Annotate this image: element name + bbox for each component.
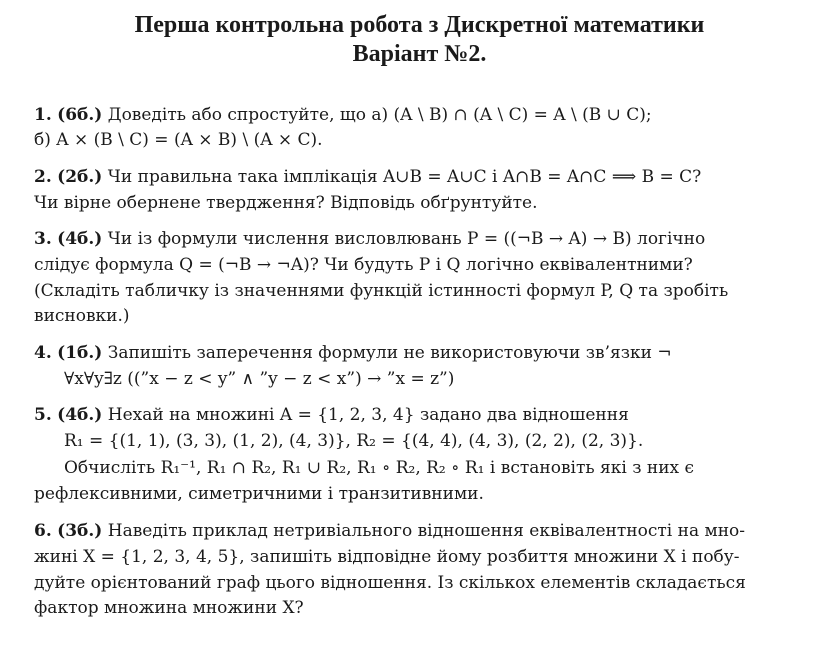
problem-1-line-2: б) A × (B \ C) = (A × B) \ (A × C). [34,130,323,150]
problem-5-line-4: рефлексивними, симетричними і транзитивними. [34,484,484,504]
problem-points: (6б.) [57,105,103,125]
problem-text: Запишіть заперечення формули не використовуючи зв’язки ¬ [107,343,672,363]
problem-text: Доведіть або спростуйте, що а) (A \ B) ∩ (A \ C) = A \ (B ∪ C); [107,105,652,125]
problem-3-line-1 [34,228,705,250]
problem-number: 1. [34,105,52,125]
problem-5-line-3: Обчисліть R₁⁻¹, R₁ ∩ R₂, R₁ ∪ R₂, R₁ ∘ R₂, R₂ ∘ R₁ і встановіть які з них є [64,458,695,478]
problem-number: 4. [34,343,52,363]
problem-text: Нехай на множині A = {1, 2, 3, 4} задано два відношення [107,405,629,425]
problem-6-line-2: жині X = {1, 2, 3, 4, 5}, запишіть відповідне йому розбиття множини X і побу- [34,547,740,567]
problem-points: (1б.) [57,343,103,363]
problem-4-formula: ∀x∀y∃z ((”x − z < y” ∧ ”y − z < x”) → ”x = z”) [64,369,455,389]
problem-5-relations: R₁ = {(1, 1), (3, 3), (1, 2), (4, 3)}, R₂ = {(4, 4), (4, 3), (2, 2), (2, 3)}. [64,431,644,451]
variant-title: Варіант №2. [352,41,487,67]
problem-points: (4б.) [57,229,103,249]
problem-3-line-2: слідує формула Q = (¬B → ¬A)? Чи будуть P і Q логічно еквівалентними? [34,255,693,275]
problem-6-line-4: фактор множина множини X? [34,598,304,618]
problem-6-line-3: дуйте орієнтований граф цього відношення. Із скількох елементів складається [34,573,746,593]
problem-3-line-4: висновки.) [34,306,130,326]
problem-6-line-1 [34,520,745,542]
problem-5-line-1 [34,404,629,426]
problem-points: (4б.) [57,405,103,425]
problem-number: 6. [34,521,52,541]
exam-title: Перша контрольна робота з Дискретної математики [134,12,705,38]
problem-2-line-1 [34,166,701,188]
problem-number: 3. [34,229,52,249]
problem-text: Чи правильна така імплікація A∪B = A∪C і A∩B = A∩C ⟹ B = C? [107,167,702,187]
problem-3-line-3: (Складіть табличку із значеннями функцій істинності формул P, Q та зробіть [34,281,729,301]
problem-number: 2. [34,167,52,187]
problem-4-line-1 [34,342,672,364]
problem-text: Чи із формули числення висловлювань P = ((¬B → A) → B) логічно [107,229,706,249]
problem-points: (2б.) [57,167,103,187]
problem-2-line-2: Чи вірне обернене твердження? Відповідь обґрунтуйте. [34,193,538,213]
problem-text: Наведіть приклад нетривіального відношення еквівалентності на мно- [107,521,746,541]
problem-number: 5. [34,405,52,425]
problem-1-line-1 [34,104,652,126]
problem-points: (3б.) [57,521,103,541]
